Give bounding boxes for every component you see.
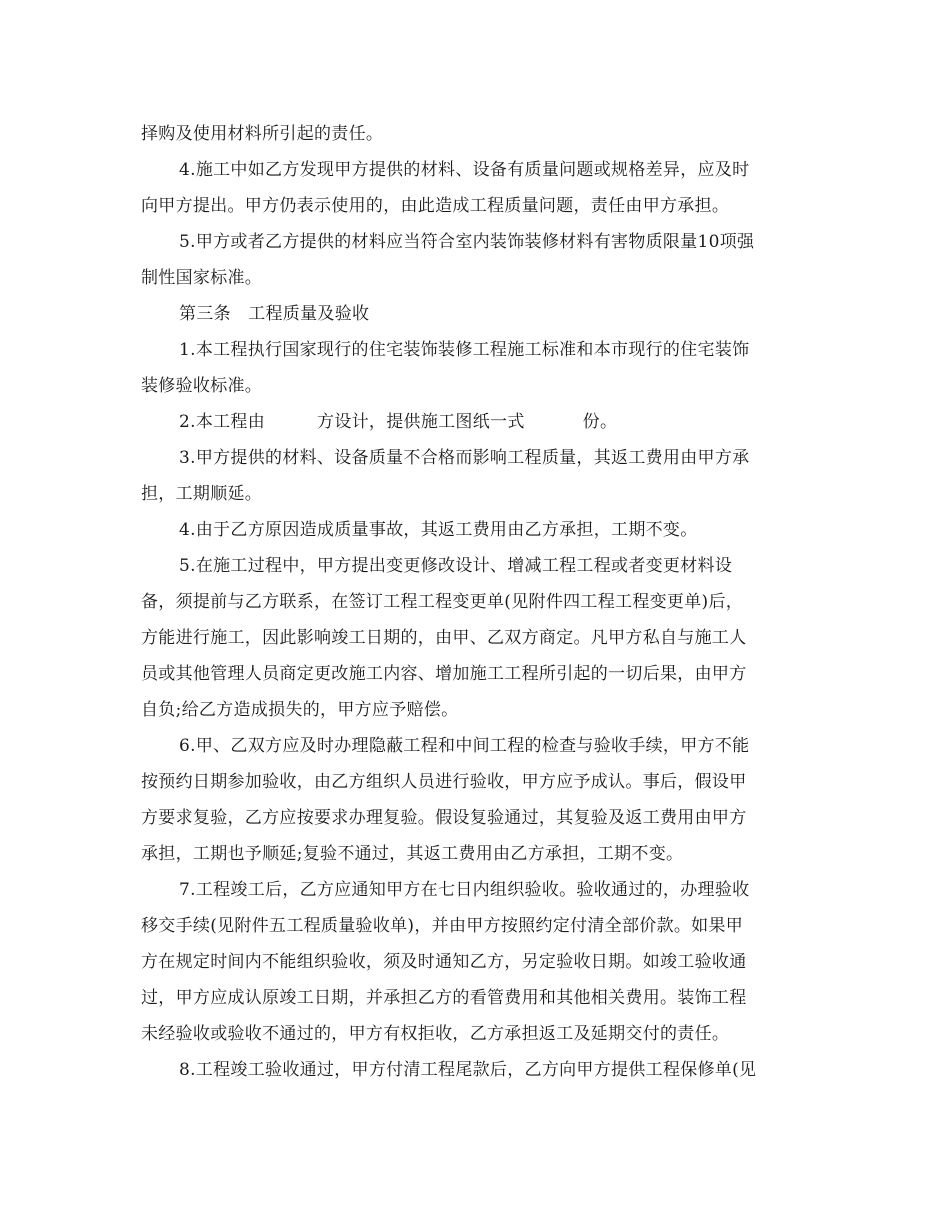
- clause-2-part-2: 方设计，提供施工图纸一式: [317, 412, 525, 432]
- quality-clause-5-line-4: 员或其他管理人员商定更改施工内容、增加施工工程所引起的一切后果，由甲方: [141, 664, 747, 684]
- quality-clause-5-line-3: 方能进行施工，因此影响竣工日期的，由甲、乙双方商定。凡甲方私自与施工人: [141, 628, 747, 648]
- clause-2-part-3: 份。: [582, 412, 618, 432]
- quality-clause-7-line-3: 方在规定时间内不能组织验收，须及时通知乙方，另定验收日期。如竣工验收通: [141, 952, 747, 972]
- quality-clause-6-line-1: 6.甲、乙双方应及时办理隐蔽工程和中间工程的检查与验收手续，甲方不能: [179, 736, 750, 756]
- clause-4-line-1: 4.施工中如乙方发现甲方提供的材料、设备有质量问题或规格差异，应及时: [179, 160, 750, 180]
- clause-5-line-2: 制性国家标准。: [141, 268, 263, 288]
- quality-clause-7-line-4: 过，甲方应成认原竣工日期，并承担乙方的看管费用和其他相关费用。装饰工程: [141, 988, 747, 1008]
- text-line: 择购及使用材料所引起的责任。: [141, 124, 384, 144]
- quality-clause-5-line-1: 5.在施工过程中，甲方提出变更修改设计、增减工程工程或者变更材料设: [179, 556, 733, 576]
- quality-clause-6-line-3: 方要求复验，乙方应按要求办理复验。假设复验通过，其复验及返工费用由甲方: [141, 808, 747, 828]
- quality-clause-7-line-1: 7.工程竣工后，乙方应通知甲方在七日内组织验收。验收通过的，办理验收: [179, 880, 750, 900]
- quality-clause-3-line-1: 3.甲方提供的材料、设备质量不合格而影响工程质量，其返工费用由甲方承: [179, 448, 750, 468]
- quality-clause-7-line-2: 移交手续(见附件五工程质量验收单)，并由甲方按照约定付清全部价款。如果甲: [141, 916, 744, 936]
- quality-clause-6-line-4: 承担，工期也予顺延;复验不通过，其返工费用由乙方承担，工期不变。: [141, 844, 684, 864]
- quality-clause-1-line-1: 1.本工程执行国家现行的住宅装饰装修工程施工标准和本市现行的住宅装饰: [179, 340, 750, 360]
- quality-clause-7-line-5: 未经验收或验收不通过的，甲方有权拒收，乙方承担返工及延期交付的责任。: [141, 1024, 730, 1044]
- quality-clause-1-line-2: 装修验收标准。: [141, 376, 263, 396]
- clause-4-line-2: 向甲方提出。甲方仍表示使用的，由此造成工程质量问题，责任由甲方承担。: [141, 196, 730, 216]
- quality-clause-5-line-5: 自负;给乙方造成损失的，甲方应予赔偿。: [141, 700, 459, 720]
- quality-clause-6-line-2: 按预约日期参加验收，由乙方组织人员进行验收，甲方应予成认。事后，假设甲: [141, 772, 747, 792]
- quality-clause-8-line-1: 8.工程竣工验收通过，甲方付清工程尾款后，乙方向甲方提供工程保修单(见: [179, 1060, 757, 1080]
- clause-5-line-1: 5.甲方或者乙方提供的材料应当符合室内装饰装修材料有害物质限量10项强: [179, 232, 755, 252]
- section-heading: 第三条 工程质量及验收: [179, 304, 370, 324]
- quality-clause-4: 4.由于乙方原因造成质量事故，其返工费用由乙方承担，工期不变。: [179, 520, 698, 540]
- quality-clause-3-line-2: 担，工期顺延。: [141, 484, 263, 504]
- clause-2-part-1: 2.本工程由: [179, 412, 266, 432]
- quality-clause-2: [141, 404, 810, 440]
- quality-clause-5-line-2: 备，须提前与乙方联系，在签订工程工程变更单(见附件四工程工程变更单)后，: [141, 592, 744, 612]
